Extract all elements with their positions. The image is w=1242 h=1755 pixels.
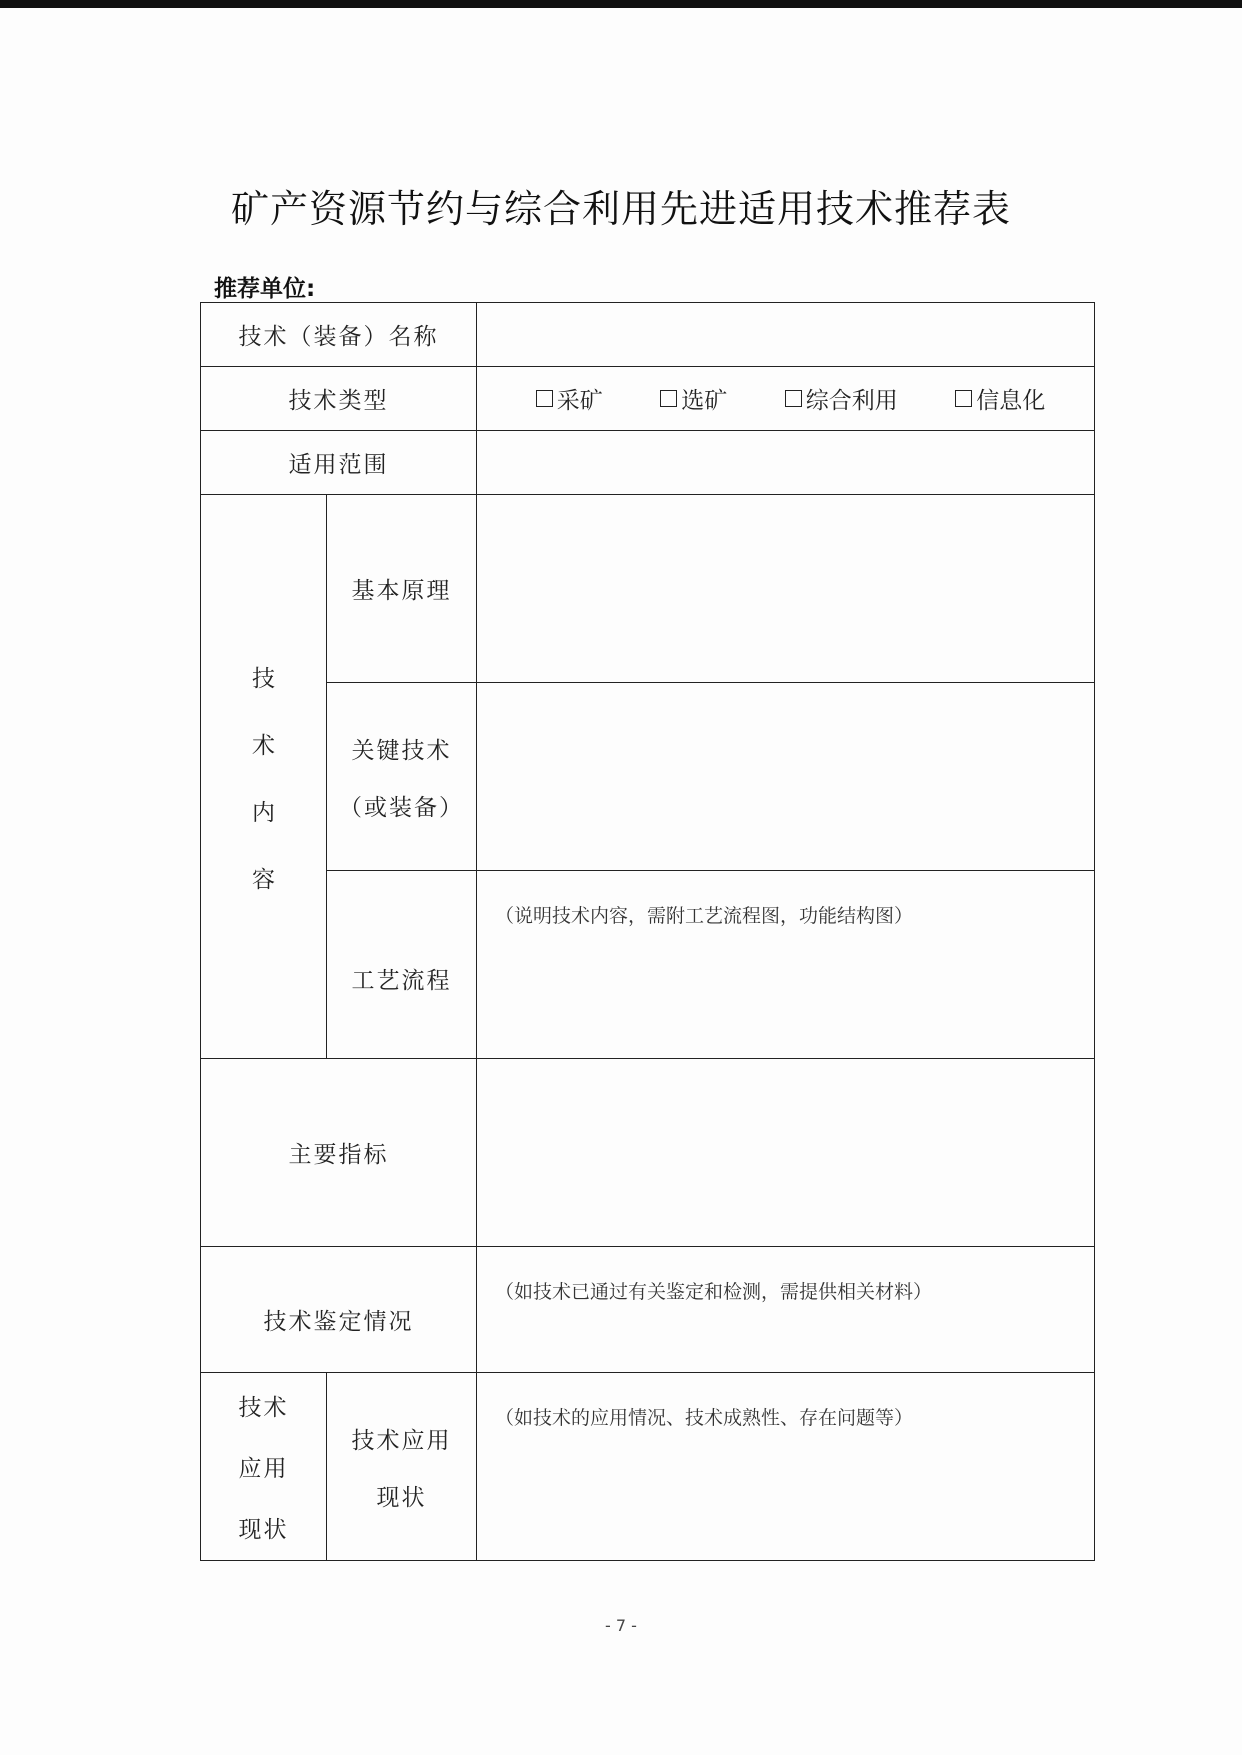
application-label-line2: 现状 (376, 1484, 427, 1511)
option-informatization-label: 信息化 (976, 388, 1046, 414)
checkbox-icon (660, 390, 677, 407)
application-hint: （如技术的应用情况、技术成熟性、存在问题等） (495, 1407, 914, 1429)
tech-type-options-cell (477, 367, 1095, 431)
checkbox-icon (536, 390, 553, 407)
process-label: 工艺流程 (351, 968, 452, 994)
basic-principle-label: 基本原理 (351, 578, 452, 604)
key-tech-field[interactable] (477, 683, 1095, 871)
checkbox-icon (955, 390, 972, 407)
tech-type-label-cell (201, 367, 477, 431)
row-process (201, 871, 1095, 1059)
option-comprehensive-use[interactable] (785, 382, 898, 415)
page-number: - 7 - (605, 1616, 637, 1635)
tech-name-label: 技术（装备）名称 (238, 324, 439, 350)
application-label-line1: 技术应用 (351, 1427, 452, 1454)
option-comprehensive-use-label: 综合利用 (805, 388, 898, 414)
scan-top-edge (0, 0, 1242, 8)
process-field[interactable] (477, 871, 1095, 1059)
option-beneficiation[interactable] (660, 382, 727, 415)
appraisal-hint: （如技术已通过有关鉴定和检测，需提供相关材料） (495, 1281, 933, 1303)
scope-label-cell (201, 431, 477, 495)
row-tech-type (201, 367, 1095, 431)
recommendation-form-table (200, 302, 1095, 1561)
group-char: 容 (252, 866, 275, 893)
row-appraisal (201, 1247, 1095, 1373)
tech-name-field[interactable] (477, 303, 1095, 367)
document-title: 矿产资源节约与综合利用先进适用技术推荐表 (230, 187, 1011, 231)
option-mining-label: 采矿 (556, 388, 603, 414)
application-group-label (201, 1375, 326, 1558)
process-hint: （说明技术内容，需附工艺流程图，功能结构图） (495, 905, 914, 927)
indicators-label-cell (201, 1059, 477, 1247)
tech-type-options (477, 382, 1094, 415)
group-char: 内 (252, 799, 275, 826)
process-label-cell (327, 871, 477, 1059)
row-scope (201, 431, 1095, 495)
application-label (327, 1422, 476, 1512)
group-char: 技 (252, 665, 275, 692)
group-line: 现状 (238, 1517, 289, 1543)
application-label-cell (327, 1373, 477, 1561)
appraisal-label-cell (201, 1247, 477, 1373)
tech-content-group-label (201, 643, 326, 911)
row-basic-principle (201, 495, 1095, 683)
option-informatization[interactable] (955, 382, 1045, 415)
indicators-field[interactable] (477, 1059, 1095, 1247)
row-key-technology (201, 683, 1095, 871)
key-tech-label (327, 732, 476, 822)
row-indicators (201, 1059, 1095, 1247)
indicators-label: 主要指标 (288, 1142, 389, 1168)
appraisal-label: 技术鉴定情况 (263, 1309, 414, 1335)
row-application-status (201, 1373, 1095, 1561)
appraisal-field[interactable] (477, 1247, 1095, 1373)
basic-principle-label-cell (327, 495, 477, 683)
checkbox-icon (785, 390, 802, 407)
tech-type-label: 技术类型 (288, 388, 389, 414)
scope-field[interactable] (477, 431, 1095, 495)
tech-content-group-cell (201, 495, 327, 1059)
scope-label: 适用范围 (288, 452, 389, 478)
key-tech-label-line1: 关键技术 (351, 737, 452, 764)
option-beneficiation-label: 选矿 (681, 388, 728, 414)
row-tech-name (201, 303, 1095, 367)
key-tech-label-line2: （或装备） (339, 794, 464, 821)
tech-name-label-cell (201, 303, 477, 367)
group-char: 术 (252, 732, 275, 759)
key-tech-label-cell (327, 683, 477, 871)
application-group-cell (201, 1373, 327, 1561)
option-mining[interactable] (536, 382, 603, 415)
basic-principle-field[interactable] (477, 495, 1095, 683)
group-line: 技术 (238, 1395, 289, 1421)
application-field[interactable] (477, 1373, 1095, 1561)
recommending-unit-label: 推荐单位: (214, 276, 316, 302)
group-line: 应用 (238, 1456, 289, 1482)
